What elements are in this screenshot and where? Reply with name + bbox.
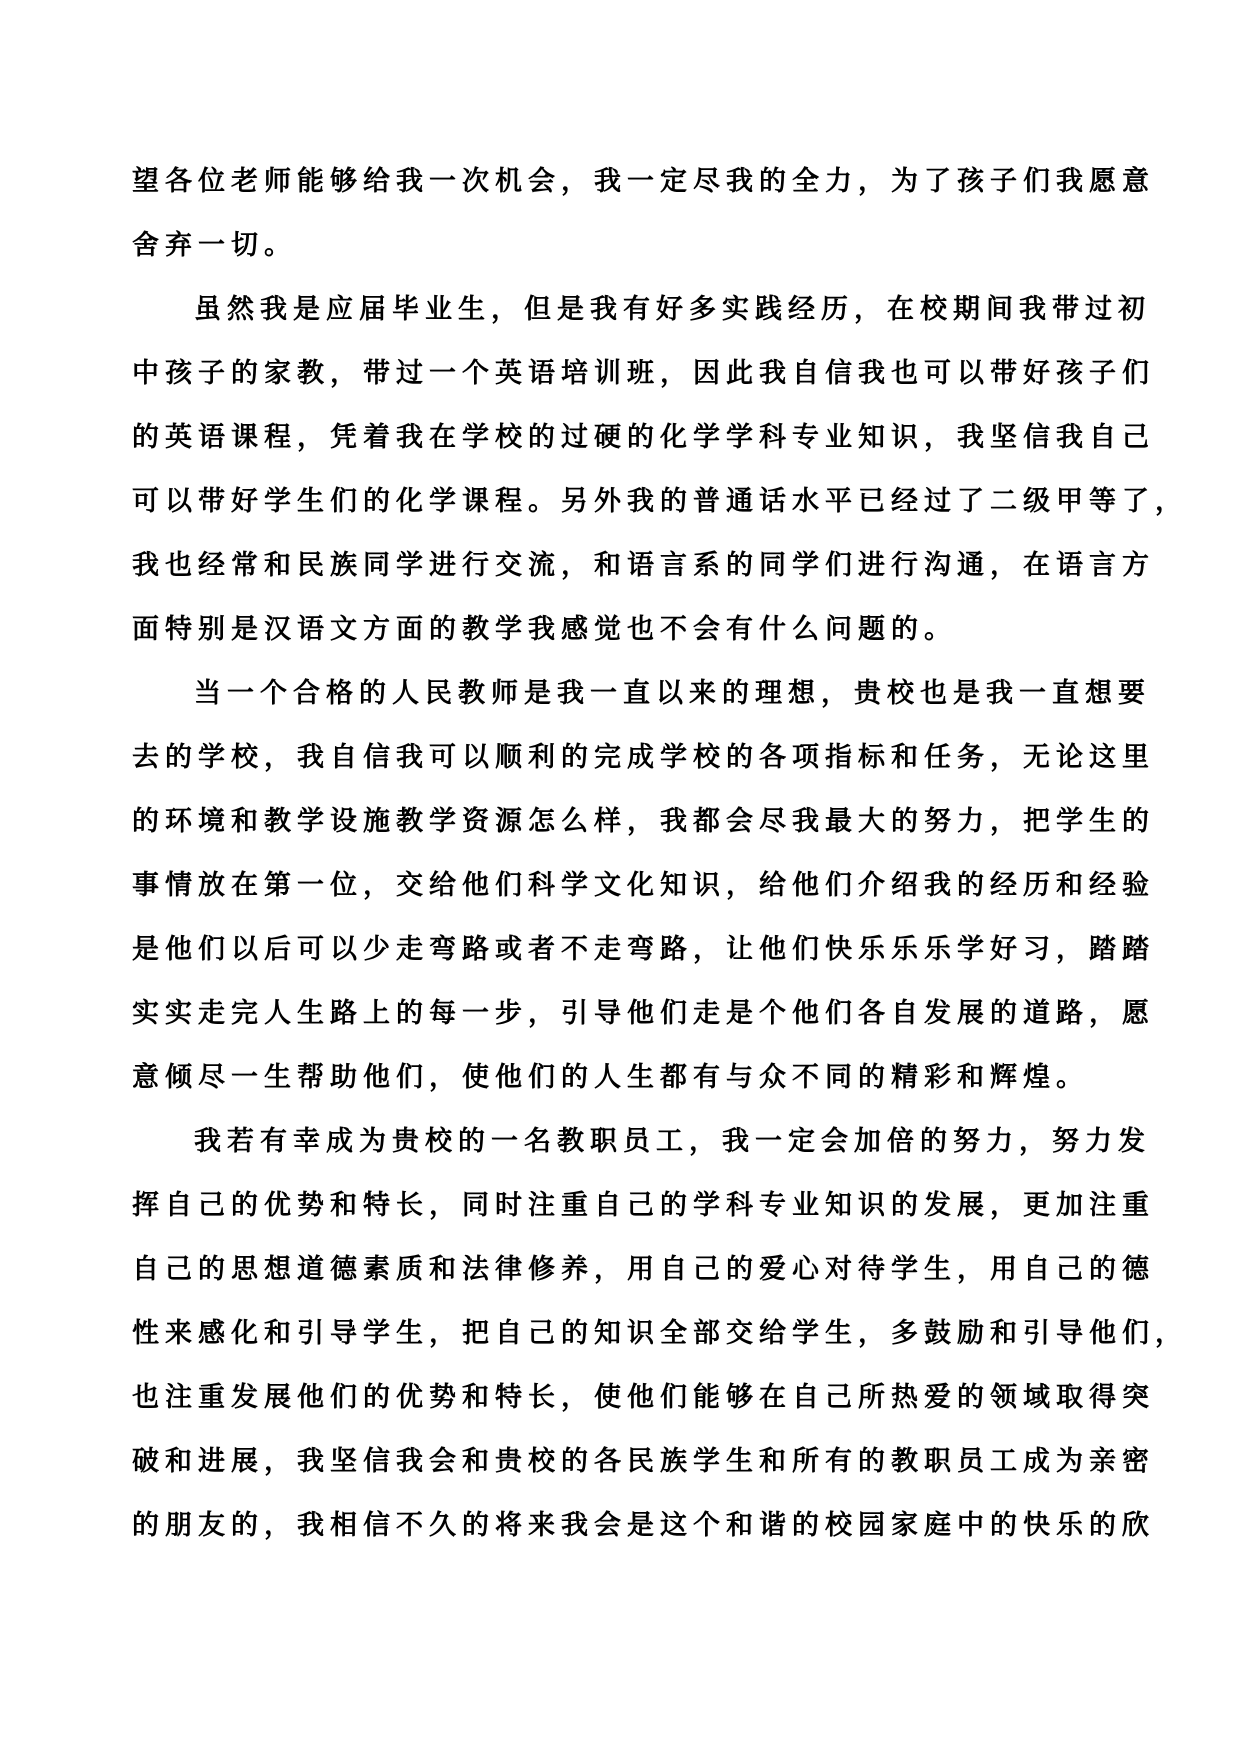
text-line-8: 面特别是汉语文方面的教学我感觉也不会有什么问题的。 (132, 614, 957, 645)
text-line-6: 可以带好学生们的化学课程。另外我的普通话水平已经过了二级甲等了， (132, 486, 1188, 517)
text-line-7: 我也经常和民族同学进行交流，和语言系的同学们进行沟通，在语言方 (132, 550, 1155, 581)
text-line-10: 去的学校，我自信我可以顺利的完成学校的各项指标和任务，无论这里 (132, 742, 1155, 773)
body-text (132, 150, 1188, 1558)
text-line-19: 性来感化和引导学生，把自己的知识全部交给学生，多鼓励和引导他们， (132, 1318, 1188, 1349)
text-line-4: 中孩子的家教，带过一个英语培训班，因此我自信我也可以带好孩子们 (132, 358, 1155, 389)
text-line-17: 挥自己的优势和特长，同时注重自己的学科专业知识的发展，更加注重 (132, 1190, 1155, 1221)
text-line-11: 的环境和教学设施教学资源怎么样，我都会尽我最大的努力，把学生的 (132, 806, 1155, 837)
text-line-14: 实实走完人生路上的每一步，引导他们走是个他们各自发展的道路，愿 (132, 998, 1155, 1029)
text-line-5: 的英语课程，凭着我在学校的过硬的化学学科专业知识，我坚信我自己 (132, 422, 1155, 453)
text-line-3: 虽然我是应届毕业生，但是我有好多实践经历，在校期间我带过初 (194, 294, 1151, 325)
text-line-16: 我若有幸成为贵校的一名教职员工，我一定会加倍的努力，努力发 (194, 1126, 1151, 1157)
text-line-13: 是他们以后可以少走弯路或者不走弯路，让他们快乐乐乐学好习，踏踏 (132, 934, 1155, 965)
text-line-15: 意倾尽一生帮助他们，使他们的人生都有与众不同的精彩和辉煌。 (132, 1062, 1089, 1093)
text-line-18: 自己的思想道德素质和法律修养，用自己的爱心对待学生，用自己的德 (132, 1254, 1155, 1285)
text-line-21: 破和进展，我坚信我会和贵校的各民族学生和所有的教职员工成为亲密 (132, 1446, 1155, 1477)
text-line-12: 事情放在第一位，交给他们科学文化知识，给他们介绍我的经历和经验 (132, 870, 1155, 901)
text-line-20: 也注重发展他们的优势和特长，使他们能够在自己所热爱的领域取得突 (132, 1382, 1155, 1413)
text-line-9: 当一个合格的人民教师是我一直以来的理想，贵校也是我一直想要 (194, 678, 1151, 709)
text-line-1: 望各位老师能够给我一次机会，我一定尽我的全力，为了孩子们我愿意 (132, 166, 1155, 197)
text-line-2: 舍弃一切。 (132, 230, 297, 261)
text-line-22: 的朋友的，我相信不久的将来我会是这个和谐的校园家庭中的快乐的欣 (132, 1510, 1155, 1541)
